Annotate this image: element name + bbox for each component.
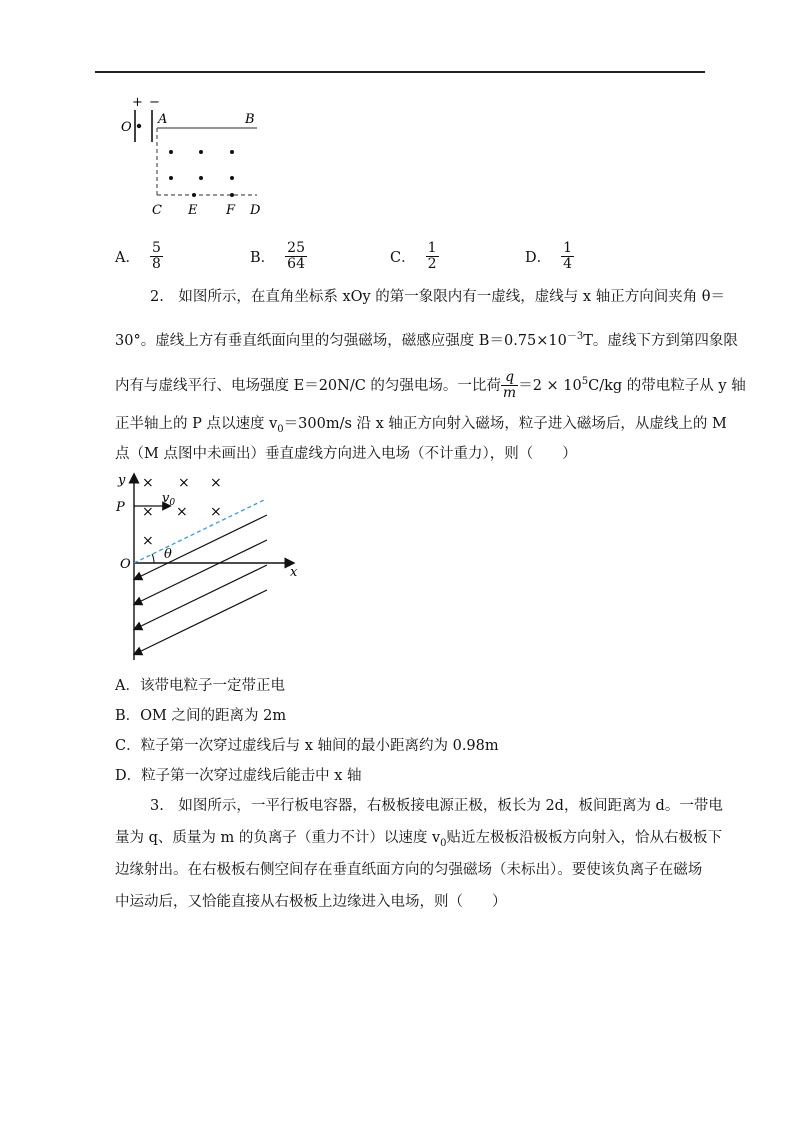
q1-option-d[interactable] — [525, 236, 574, 276]
diagram2-label-O: O — [120, 557, 131, 572]
field-dot — [199, 176, 203, 180]
q3-line-3: 边缘射出。在右极板右侧空间存在垂直纸面方向的匀强磁场（未标出）。要使该负离子在磁场 — [115, 862, 703, 878]
q1-option-a[interactable] — [115, 236, 163, 276]
cross-mark: × — [178, 475, 190, 491]
q1-option-c-fraction: $\frac{1}{2}$ — [427, 239, 437, 272]
field-dot — [230, 176, 234, 180]
cross-mark: × — [210, 475, 222, 491]
diagram2-label-v: $v_0$ — [162, 491, 176, 508]
q1-option-c[interactable] — [390, 236, 439, 276]
diagram1-label-B: B — [245, 112, 255, 127]
q2-option-d[interactable]: D．粒子第一次穿过虚线后能击中 x 轴 — [115, 768, 362, 784]
point-E — [192, 193, 196, 197]
figure-capacitor-field — [112, 92, 272, 222]
q3-line-2: 量为 q、质量为 m 的负离子（重力不计）以速度 $v_0$贴近左极板沿极板方向射入，恰从右极板下 — [115, 830, 723, 849]
cross-mark: × — [210, 504, 222, 520]
diagram1-label-O: O — [121, 120, 132, 135]
q1-option-d-letter: D． — [525, 249, 552, 266]
diagram1-plus: + — [132, 95, 143, 110]
angle-arc — [152, 554, 154, 563]
field-line — [137, 515, 267, 578]
q1-option-b[interactable] — [250, 236, 307, 276]
cross-mark: × — [142, 504, 154, 520]
diagram1-label-E: E — [188, 203, 198, 218]
diagram1-label-A: A — [158, 112, 168, 127]
q3-line-1: 3. 如图所示，一平行板电容器，右极板接电源正极，板长为 2d，板间距离为 d。一带电 — [150, 798, 723, 814]
cross-mark: × — [176, 504, 188, 520]
field-line — [137, 565, 267, 628]
cross-mark: × — [142, 475, 154, 491]
field-dot — [169, 150, 173, 154]
q1-option-d-fraction: $\frac{1}{4}$ — [563, 239, 573, 272]
q1-option-a-letter: A． — [115, 249, 140, 266]
q2-line-1: 2. 如图所示，在直角坐标系 xOy 的第一象限内有一虚线，虚线与 x 轴正方向间夹角 θ＝ — [150, 289, 726, 305]
field-line — [137, 540, 267, 603]
diagram2-label-P: P — [116, 500, 125, 515]
field-dot — [169, 176, 173, 180]
field-line — [137, 590, 267, 653]
diagram2-label-x: x — [290, 565, 298, 580]
q1-option-b-fraction: $\frac{25}{64}$ — [287, 239, 305, 272]
q1-option-b-letter: B． — [250, 249, 276, 266]
q2-line-3: 内有与虚线平行、电场强度 E＝20N/C 的匀强电场。一比荷 $\frac{q}{m}$ $=2 \times 10^5C/kg$ 的带电粒子从 y 轴 — [115, 369, 746, 402]
diagram1-minus: − — [149, 95, 160, 110]
field-dot — [230, 150, 234, 154]
q2-charge-mass-fraction: $\frac{q}{m}$ — [502, 369, 517, 402]
diagram1-label-D: D — [250, 203, 261, 218]
point-O — [137, 124, 141, 128]
q2-option-a[interactable]: A．该带电粒子一定带正电 — [115, 678, 285, 694]
q2-line-2: 30°。虚线上方有垂直纸面向里的匀强磁场，磁感应强度 $B=0.75\times 10^{-3}T$。虚线下方到第四象限 — [115, 331, 738, 349]
diagram2-label-y: y — [118, 473, 126, 488]
header-rule — [95, 71, 705, 73]
q2-line-5: 点（M 点图中未画出）垂直虚线方向进入电场（不计重力），则（ ） — [115, 446, 577, 462]
q2-option-c[interactable]: C．粒子第一次穿过虚线后与 x 轴间的最小距离约为 0.98m — [115, 738, 499, 754]
q3-line-4: 中运动后，又恰能直接从右极板上边缘进入电场，则（ ） — [115, 894, 507, 910]
diagram1-label-C: C — [152, 203, 162, 218]
q1-option-c-letter: C． — [390, 249, 416, 266]
q2-option-b[interactable]: B．OM 之间的距离为 2m — [115, 708, 287, 724]
diagram1-label-F: F — [226, 203, 236, 218]
q1-option-a-fraction: $\frac{5}{8}$ — [151, 239, 161, 272]
cross-mark: × — [142, 533, 154, 549]
figure-coordinate-field — [112, 470, 312, 665]
field-dot — [199, 150, 203, 154]
point-F — [230, 193, 234, 197]
q2-line-4: 正半轴上的 P 点以速度 $v_0=300m/s$ 沿 x 轴正方向射入磁场，粒子进入磁场后，从虚线上的 M — [115, 416, 727, 435]
diagram2-label-theta: θ — [164, 547, 172, 562]
